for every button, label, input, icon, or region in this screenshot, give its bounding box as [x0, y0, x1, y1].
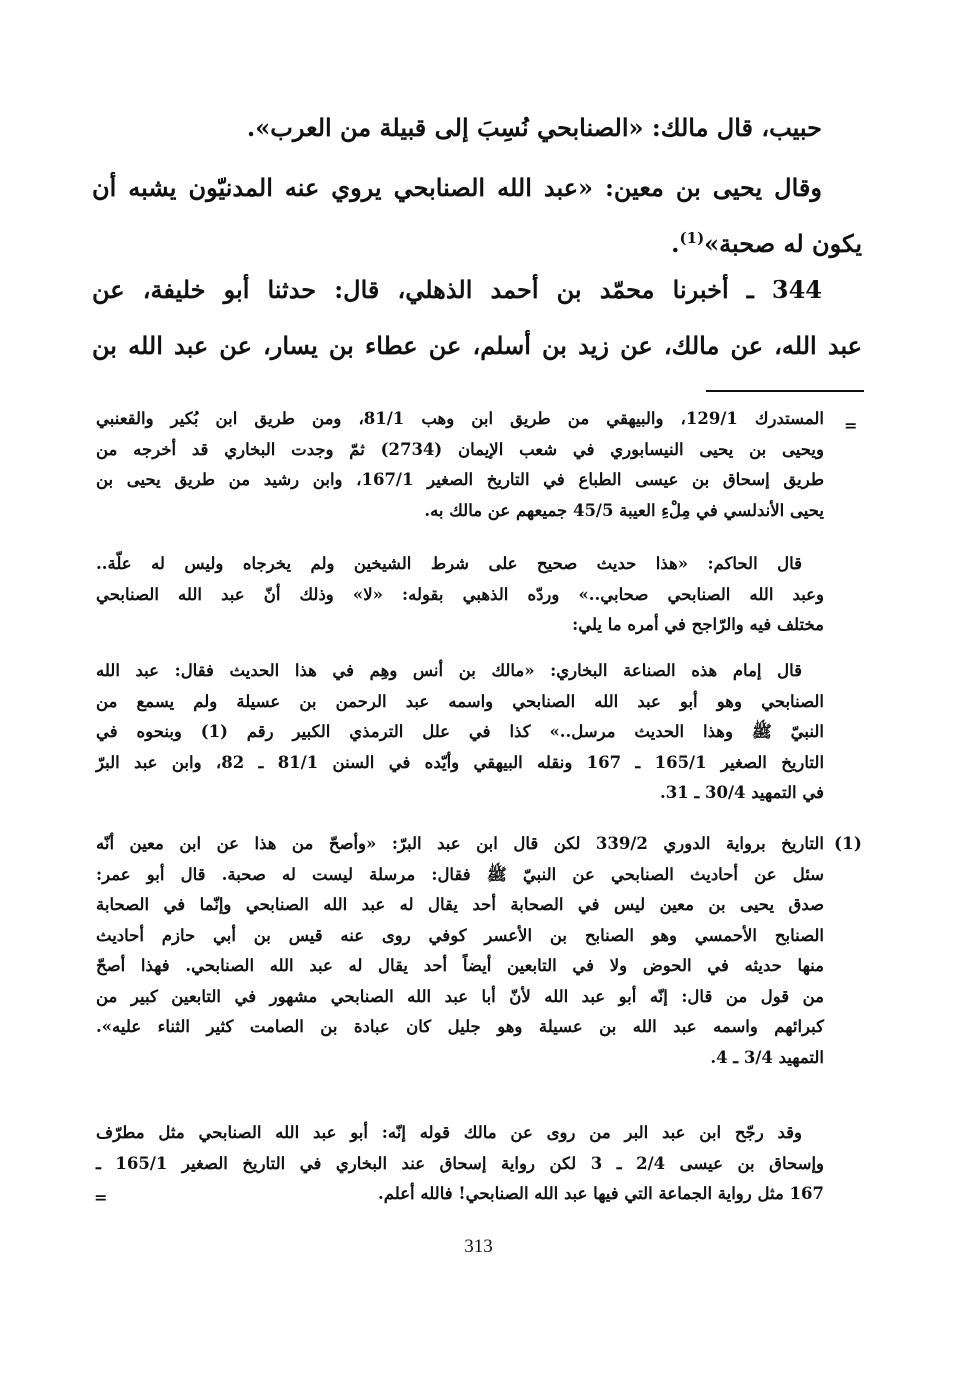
- footnote-line: من قول من قال: إنّه أبو عبد الله لأنّ أبا عبد الله الصنابحي مشهور في التابعين كبير من: [96, 986, 824, 1006]
- footnote-line: قال الحاكم: «هذا حديث صحيح على شرط الشيخين ولم يخرجاه وليس له علّة..: [96, 554, 802, 573]
- footnote-line: سئل عن أحاديث الصنابحي عن النبيّ ﷺ فقال: مرسلة ليست له صحبة. قال أبو عمر:: [96, 864, 824, 884]
- footnote-line: كبرائهم واسمه عبد الله بن عسيلة وهو جليل كان عبادة بن الصامت كثير الثناء عليه».: [96, 1017, 824, 1036]
- footnote-ref: (1): [679, 229, 705, 247]
- continuation-mark-start: =: [844, 416, 858, 435]
- footnote-block-5: [96, 1118, 824, 1210]
- main-line-end: .: [671, 229, 680, 258]
- footnote-line: 167 مثل رواية الجماعة التي فيها عبد الله الصنابحي! فالله أعلم.: [378, 1184, 824, 1203]
- footnote-line: وإسحاق بن عيسى 2/4 ـ 3 لكن رواية إسحاق عند البخاري في التاريخ الصغير 165/1 ـ: [96, 1153, 825, 1173]
- main-text-3: [92, 262, 862, 374]
- footnote-block-2: [96, 549, 824, 641]
- footnote-number-1: (1): [834, 834, 862, 854]
- footnote-separator: [706, 390, 864, 392]
- footnote-line: التاريخ الصغير 165/1 ـ 167 ونقله البيهقي وأيّده في السنن 81/1 ـ 82، وابن عبد البرّ: [96, 752, 825, 772]
- footnote-line: صدق يحيى بن معين ليس في الصحابة أحد يقال له عبد الله الصنابحي وإنّما في الصحابة: [96, 895, 824, 914]
- main-line: عبد الله، عن مالك، عن زيد بن أسلم، عن عطاء بن يسار، عن عبد الله بن: [92, 331, 863, 360]
- main-text: [92, 100, 862, 156]
- main-paragraph-3: [92, 262, 862, 374]
- page-number: 313: [464, 1236, 493, 1257]
- main-paragraph-2: [92, 160, 862, 272]
- footnote-line: قال إمام هذه الصناعة البخاري: «مالك بن أنس وهِم في هذا الحديث فقال: عبد الله: [96, 661, 802, 680]
- footnote-line: التمهيد 3/4 ـ 4.: [710, 1047, 824, 1067]
- main-line: وقال يحيى بن معين: «عبد الله الصنابحي يروي عنه المدنيّون يشبه أن: [92, 173, 822, 202]
- footnote-line: في التمهيد 30/4 ـ 31.: [659, 783, 824, 802]
- main-paragraph-1: [92, 100, 862, 156]
- footnote-block-3: [96, 656, 824, 809]
- footnote-line: التاريخ برواية الدوري 339/2 لكن قال ابن عبد البرّ: «وأصحّ من هذا عن ابن معين أنّه: [96, 834, 824, 853]
- footnote-block-1: [96, 404, 824, 526]
- footnote-line: ويحيى بن يحيى النيسابوري في شعب الإيمان (2734) ثمّ وجدت البخاري قد أخرجه من: [96, 439, 824, 459]
- footnote-line: مختلف فيه والرّاجح في أمره ما يلي:: [572, 615, 824, 634]
- footnote-line: وعبد الله الصنابحي صحابي..» وردّه الذهبي بقوله: «لا» وذلك أنّ عبد الله الصنابحي: [96, 584, 824, 604]
- footnote-line: الصنابح الأحمسي وهو الصنابح بن الأعسر كوفي روى عنه قيس بن أبي حازم أحاديث: [96, 925, 824, 945]
- footnote-block-4: [96, 829, 824, 1073]
- main-line: حبيب، قال مالك: «الصنابحي نُسِبَ إلى قبيلة من العرب».: [246, 113, 822, 142]
- main-line-text: يكون له صحبة»: [704, 229, 862, 258]
- footnote-line: المستدرك 129/1، والبيهقي من طريق ابن وهب 81/1، ومن طريق ابن بُكير والقعنبي: [96, 409, 824, 428]
- main-text-2: [92, 160, 862, 272]
- footnote-line: وقد رجّح ابن عبد البر من روى عن مالك قوله إنّه: أبو عبد الله الصنابحي مثل مطرّف: [96, 1123, 802, 1142]
- continuation-mark-end: =: [94, 1188, 108, 1207]
- footnote-line: يحيى الأندلسي في مِلْءِ العيبة 45/5 جميعهم عن مالك به.: [424, 500, 824, 520]
- footnote-line: منها حديثه في الحوض ولا في التابعين أيضاً أحد يقال له عبد الله الصنابحي. فهذا أصحّ: [96, 956, 824, 975]
- footnote-line: طريق إسحاق بن عيسى الطباع في التاريخ الصغير 167/1، وابن رشيد من طريق يحيى بن: [96, 470, 824, 489]
- footnote-line: النبيّ ﷺ وهذا الحديث مرسل..» كذا في علل الترمذي الكبير رقم (1) وبنحوه في: [96, 722, 824, 741]
- footnote-line: الصنابحي وهو أبو عبد الله الصنابحي واسمه عبد الرحمن بن عسيلة ولم يسمع من: [96, 691, 824, 711]
- main-line: 344 ـ أخبرنا محمّد بن أحمد الذهلي، قال: حدثنا أبو خليفة، عن: [92, 275, 822, 304]
